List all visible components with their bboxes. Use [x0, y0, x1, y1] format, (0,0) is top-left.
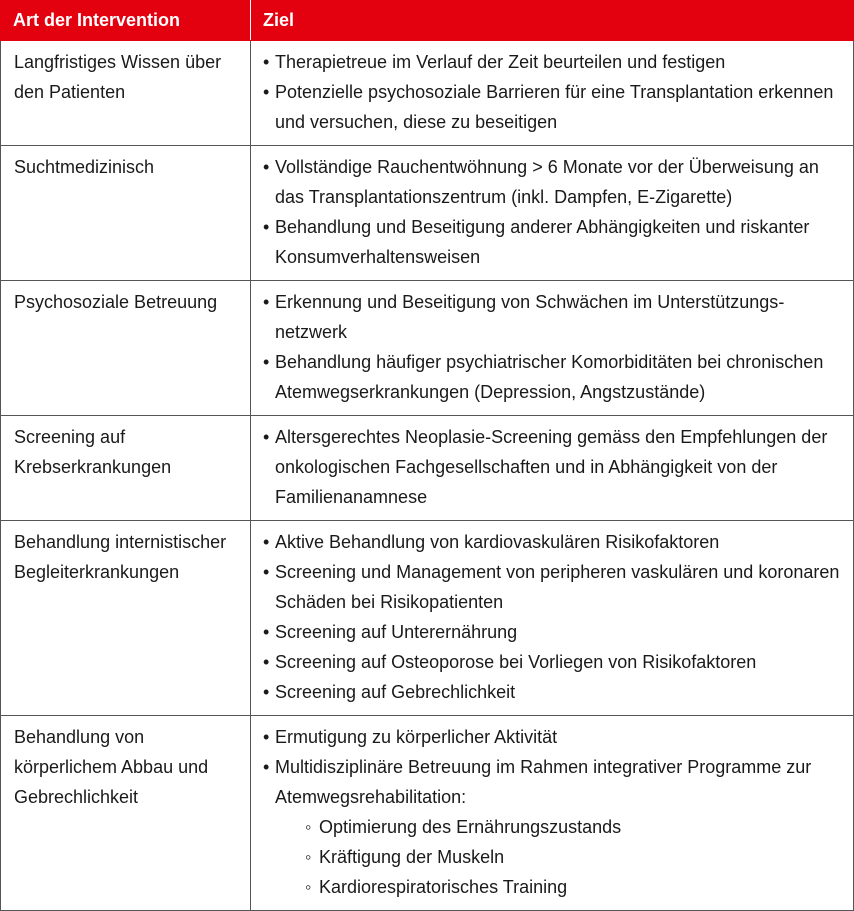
table-row — [1, 416, 854, 521]
goal-item: • Ermutigung zu körperlicher Aktivität — [263, 722, 841, 752]
goal-cell — [251, 716, 854, 911]
goal-cell — [251, 416, 854, 521]
goal-list — [263, 422, 841, 512]
goal-item: • Erkennung und Beseitigung von Schwächen im Unterstützungsnetzwerk — [263, 287, 841, 347]
subgoal-item: ◦ Optimierung des Ernährungszustands — [275, 812, 841, 842]
goal-cell — [251, 146, 854, 281]
intervention-type-label: Langfristiges Wissen über den Patienten — [14, 52, 222, 102]
goal-item: • Screening auf Gebrechlichkeit — [263, 677, 841, 707]
goal-item — [263, 752, 841, 902]
table-header-row — [1, 1, 854, 41]
table-row — [1, 716, 854, 911]
goal-cell — [251, 41, 854, 146]
goal-item: • Screening auf Unterernährung — [263, 617, 841, 647]
goal-item: • Behandlung häufiger psychiatrischer Komorbiditäten bei chronischen Atemwegserkrankungen (Depression, Angstzustände) — [263, 347, 841, 407]
subgoal-item: ◦ Kräftigung der Muskeln — [275, 842, 841, 872]
goal-item: • Aktive Behandlung von kardiovaskulären Risikofaktoren — [263, 527, 841, 557]
intervention-type-label: Psychosoziale Betreuung — [14, 292, 218, 312]
goal-item: • Screening auf Osteoporose bei Vorliegen von Risikofaktoren — [263, 647, 841, 677]
column-header-goal: Ziel — [251, 1, 854, 41]
subgoal-list — [275, 812, 841, 902]
subgoal-item: ◦ Kardiorespiratorisches Training — [275, 872, 841, 902]
intervention-type-label: Behandlung internistischer Begleiterkrankungen — [14, 532, 227, 582]
goal-list — [263, 287, 841, 407]
intervention-type — [1, 281, 251, 416]
intervention-type — [1, 416, 251, 521]
goal-list — [263, 152, 841, 272]
goal-cell — [251, 281, 854, 416]
goal-cell — [251, 521, 854, 716]
goal-list — [263, 47, 841, 137]
goal-item: • Potenzielle psychosoziale Barrieren für eine Transplantation erkennen und versuchen, diese zu beseitigen — [263, 77, 841, 137]
intervention-type — [1, 716, 251, 911]
intervention-type-label: Behandlung von körperlichem Abbau und Gebrechlichkeit — [14, 727, 209, 807]
intervention-type — [1, 41, 251, 146]
goal-item: • Altersgerechtes Neoplasie-Screening gemäss den Empfehlungen der onkologischen Fachgesellschaften und in Abhängigkeit von der Familienanamnese — [263, 422, 841, 512]
goal-item: • Therapietreue im Verlauf der Zeit beurteilen und festigen — [263, 47, 841, 77]
goal-item: • Screening und Management von peripheren vaskulären und koronaren Schäden bei Risikopatienten — [263, 557, 841, 617]
intervention-type-label: Screening auf Krebserkrankungen — [14, 427, 172, 477]
table-row — [1, 41, 854, 146]
goal-item: • Vollständige Rauchentwöhnung > 6 Monate vor der Überweisung an das Transplantationszentrum (inkl. Dampfen, E-Zigarette) — [263, 152, 841, 212]
table-row — [1, 281, 854, 416]
column-header-intervention: Art der Intervention — [1, 1, 251, 41]
goal-list — [263, 722, 841, 902]
goal-list — [263, 527, 841, 707]
goal-item: • Behandlung und Beseitigung anderer Abhängigkeiten und riskanter Konsumverhaltensweisen — [263, 212, 841, 272]
table-row — [1, 521, 854, 716]
goal-item-text: Multidisziplinäre Betreuung im Rahmen integrativer Programme zur Atemwegsrehabilitation: — [275, 757, 812, 807]
table-row — [1, 146, 854, 281]
intervention-type-label: Suchtmedizinisch — [14, 157, 155, 177]
intervention-type — [1, 521, 251, 716]
intervention-type — [1, 146, 251, 281]
